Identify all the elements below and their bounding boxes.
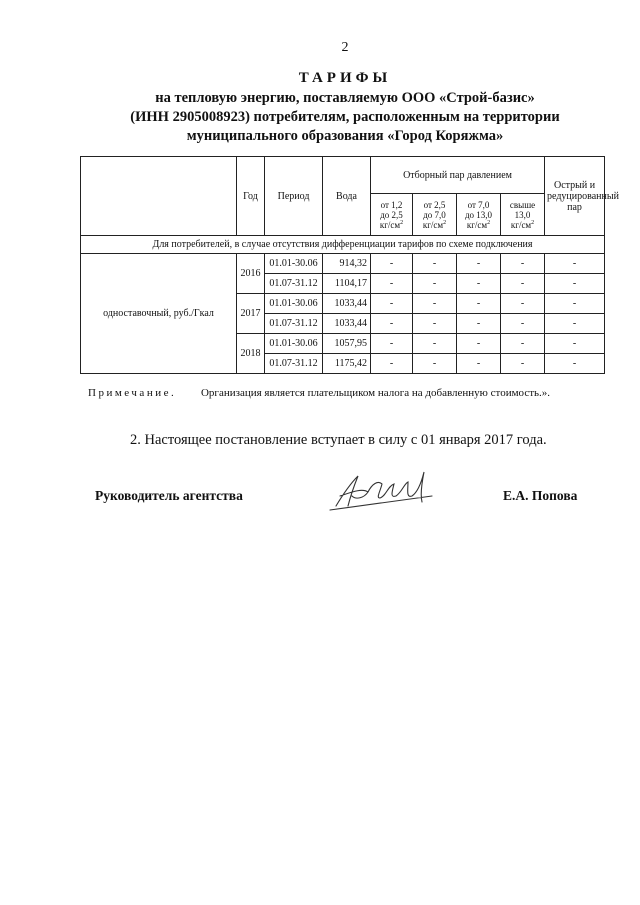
header-empty (81, 157, 237, 236)
title-line-3: муниципального образования «Город Коряжма» (186, 128, 504, 144)
row-label: одноставочный, руб./Гкал (81, 254, 237, 374)
water-value: 914,32 (323, 254, 371, 274)
dash-cell: - (501, 314, 545, 334)
period-cell: 01.01-30.06 (265, 334, 323, 354)
header-pressure-2: от 2,5 до 7,0 $кг/см^2$ (413, 194, 457, 236)
table-note-row: Для потребителей, в случае отсутствия дифференциации тарифов по схеме подключения (81, 236, 605, 254)
year-cell: 2016 (237, 254, 265, 294)
dash-cell: - (413, 354, 457, 374)
header-water: Вода (323, 157, 371, 236)
note-label: Примечание. (88, 387, 177, 399)
water-value: 1033,44 (323, 314, 371, 334)
dash-cell: - (545, 314, 605, 334)
water-value: 1104,17 (323, 274, 371, 294)
tariff-table (80, 156, 619, 374)
dash-cell: - (545, 274, 605, 294)
page-number: 2 (341, 40, 349, 55)
header-sharp-steam: Острый и редуцированный пар (545, 157, 605, 236)
dash-cell: - (371, 294, 413, 314)
year-cell: 2018 (237, 334, 265, 374)
dash-cell: - (413, 314, 457, 334)
dash-cell: - (413, 274, 457, 294)
dash-cell: - (545, 294, 605, 314)
period-cell: 01.07-31.12 (265, 274, 323, 294)
dash-cell: - (545, 354, 605, 374)
dash-cell: - (371, 314, 413, 334)
title-line-2: (ИНН 2905008923) потребителям, расположенным на территории (130, 109, 560, 125)
signatory-name: Е.А. Попова (503, 488, 578, 503)
period-cell: 01.01-30.06 (265, 294, 323, 314)
dash-cell: - (545, 254, 605, 274)
handwritten-signature (328, 466, 438, 512)
period-cell: 01.07-31.12 (265, 314, 323, 334)
dash-cell: - (457, 334, 501, 354)
effective-date-paragraph: 2. Настоящее постановление вступает в силу с 01 января 2017 года. (130, 432, 547, 448)
dash-cell: - (501, 294, 545, 314)
dash-cell: - (457, 274, 501, 294)
dash-cell: - (371, 354, 413, 374)
period-cell: 01.01-30.06 (265, 254, 323, 274)
header-steam-group: Отборный пар давлением (371, 157, 545, 194)
title-line-1: на тепловую энергию, поставляемую ООО «Строй-базис» (155, 90, 535, 106)
dash-cell: - (413, 334, 457, 354)
dash-cell: - (413, 254, 457, 274)
dash-cell: - (501, 254, 545, 274)
dash-cell: - (413, 294, 457, 314)
dash-cell: - (457, 314, 501, 334)
dash-cell: - (371, 254, 413, 274)
water-value: 1175,42 (323, 354, 371, 374)
header-pressure-4: свыше 13,0 $кг/см^2$ (501, 194, 545, 236)
dash-cell: - (501, 334, 545, 354)
signatory-position: Руководитель агентства (95, 488, 243, 503)
note (88, 387, 550, 399)
year-cell: 2017 (237, 294, 265, 334)
dash-cell: - (371, 334, 413, 354)
title-main: ТАРИФЫ (298, 70, 392, 86)
header-pressure-1: от 1,2 до 2,5 $кг/см^2$ (371, 194, 413, 236)
period-cell: 01.07-31.12 (265, 354, 323, 374)
header-year: Год (237, 157, 265, 236)
document-title (0, 70, 640, 146)
header-pressure-3: от 7,0 до 13,0 $кг/см^2$ (457, 194, 501, 236)
water-value: 1057,95 (323, 334, 371, 354)
dash-cell: - (501, 274, 545, 294)
dash-cell: - (501, 354, 545, 374)
water-value: 1033,44 (323, 294, 371, 314)
dash-cell: - (545, 334, 605, 354)
header-period: Период (265, 157, 323, 236)
dash-cell: - (457, 254, 501, 274)
dash-cell: - (371, 274, 413, 294)
dash-cell: - (457, 354, 501, 374)
dash-cell: - (457, 294, 501, 314)
note-text: Организация является плательщиком налога на добавленную стоимость.». (200, 387, 551, 399)
